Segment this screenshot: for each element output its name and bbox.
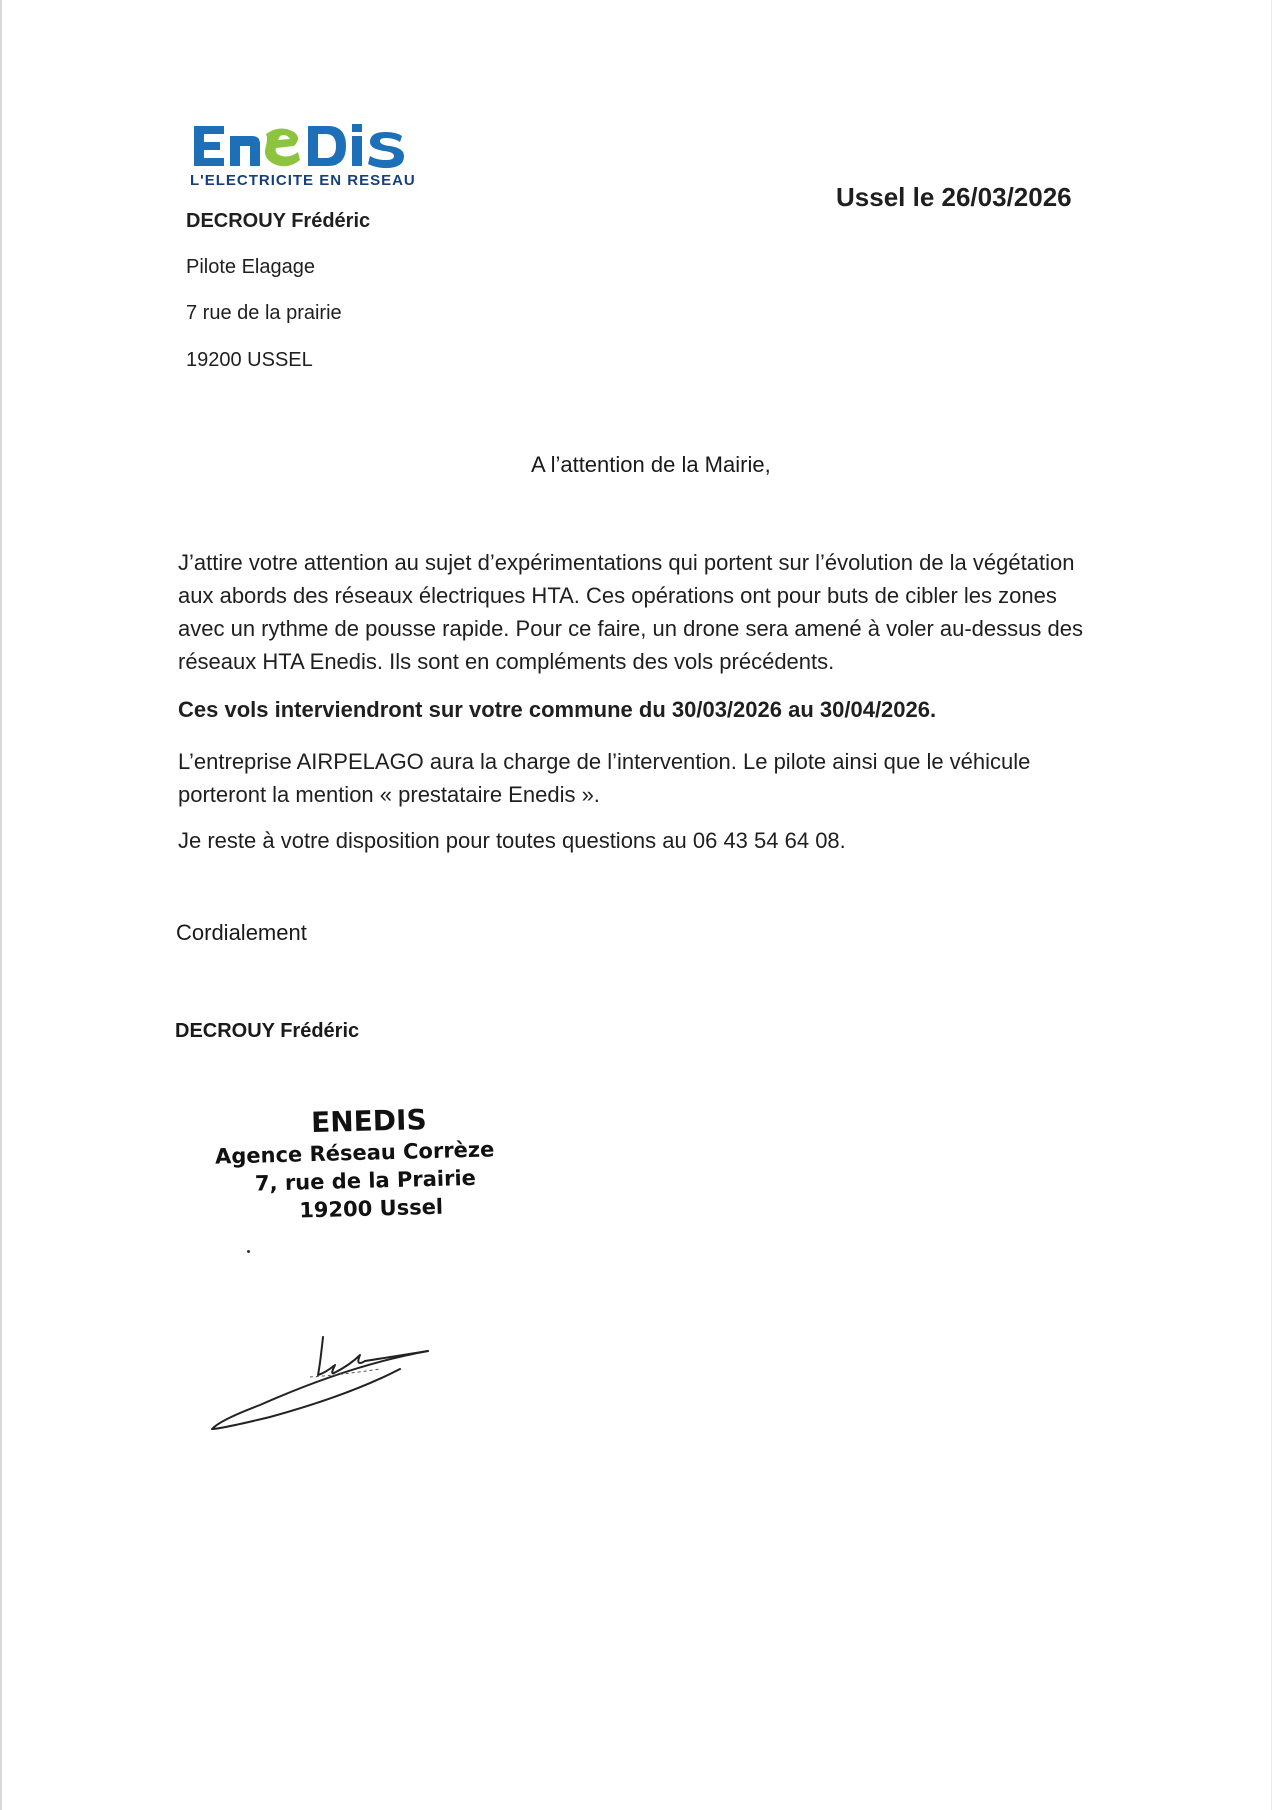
logo-tagline: L'ELECTRICITE EN RESEAU xyxy=(190,172,416,189)
sender-street: 7 rue de la prairie xyxy=(186,302,342,324)
sender-city: 19200 USSEL xyxy=(186,349,313,371)
stamp-title: ENEDIS xyxy=(310,1103,428,1140)
stamp-agency: Agence Réseau Corrèze xyxy=(214,1137,495,1169)
sender-name: DECROUY Frédéric xyxy=(186,210,371,232)
recipient-line: A l’attention de la Mairie, xyxy=(531,452,771,477)
handwritten-signature xyxy=(200,1325,440,1445)
enedis-logo-mark xyxy=(190,112,410,172)
body-paragraph-3: L’entreprise AIRPELAGO aura la charge de l’intervention. Le pilote ainsi que le véhicule porteront la mention « prestataire Enedis ». xyxy=(178,749,1031,807)
ink-dot xyxy=(247,1250,250,1253)
body-paragraph-1: J’attire votre attention au sujet d’expérimentations qui portent sur l’évolution de la végétation aux abords des réseaux électriques HTA. Ces opérations ont pour buts de cibler les zones avec un rythme de pousse rapide. Pour ce faire, un drone sera amené à voler au-dessus des réseaux HTA Enedis. Ils sont en compléments des vols précédents. xyxy=(178,550,1083,674)
letter-date: Ussel le 26/03/2026 xyxy=(836,182,1072,212)
body-paragraph-contact: Je reste à votre disposition pour toutes questions au 06 43 54 64 08. xyxy=(178,828,846,853)
scan-edge-right xyxy=(1271,0,1272,1810)
sender-role: Pilote Elagage xyxy=(186,256,315,278)
stamp-city: 19200 Ussel xyxy=(298,1194,444,1223)
stamp-street: 7, rue de la Prairie xyxy=(254,1165,477,1196)
signatory-name: DECROUY Frédéric xyxy=(175,1020,360,1042)
scan-edge-left xyxy=(0,0,2,1810)
company-stamp xyxy=(204,1101,507,1227)
closing-line: Cordialement xyxy=(176,920,307,945)
body-paragraph-dates: Ces vols interviendront sur votre commune du 30/03/2026 au 30/04/2026. xyxy=(178,697,937,722)
